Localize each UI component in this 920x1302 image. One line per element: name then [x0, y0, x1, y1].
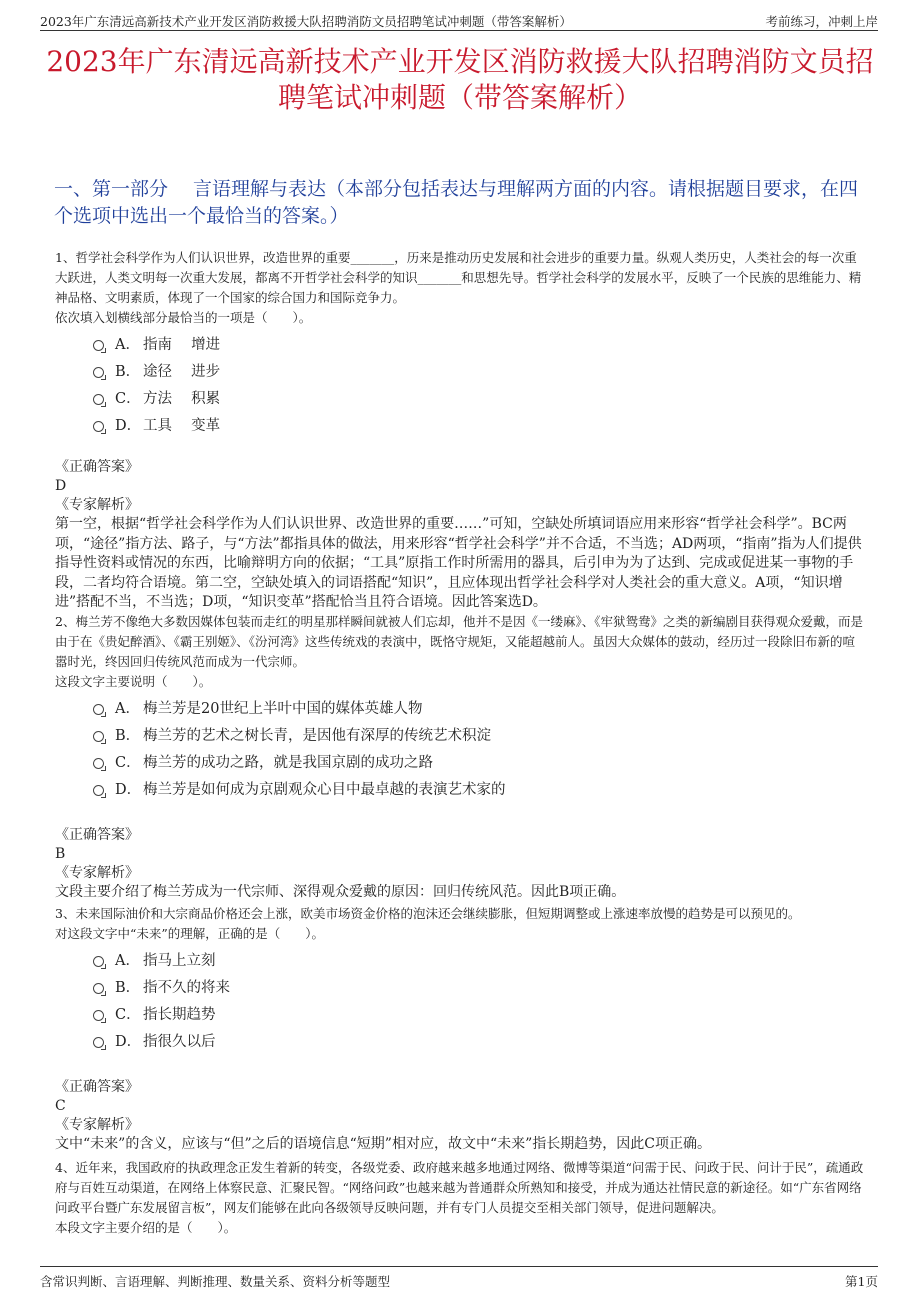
- radio-icon[interactable]: [93, 340, 104, 351]
- answer-label: 《正确答案》: [55, 459, 139, 475]
- option-c[interactable]: [55, 386, 867, 413]
- option-letter: A．: [115, 337, 140, 353]
- option-list: [55, 696, 867, 804]
- radio-icon[interactable]: [93, 1037, 104, 1048]
- question-prompt: 对这段文字中“未来”的理解，正确的是（ ）。: [55, 926, 325, 941]
- option-a[interactable]: [55, 948, 867, 975]
- page-footer: [40, 1266, 878, 1291]
- option-letter: A．: [115, 701, 140, 717]
- question-1: [55, 248, 867, 613]
- answer-value: B: [55, 846, 66, 862]
- option-text: 途径 进步: [143, 364, 221, 380]
- radio-icon[interactable]: [93, 758, 104, 769]
- analysis-label: 《专家解析》: [55, 1117, 139, 1133]
- header-doc-title: 2023年广东清远高新技术产业开发区消防救援大队招聘消防文员招聘笔试冲刺题（带答案解析）: [40, 14, 572, 29]
- answer-label: 《正确答案》: [55, 827, 139, 843]
- question-3: [55, 904, 867, 1155]
- question-4: [55, 1158, 867, 1238]
- option-letter: B．: [115, 728, 141, 744]
- option-letter: D．: [115, 782, 142, 798]
- question-stem: 4、近年来，我国政府的执政理念正发生着新的转变，各级党委、政府越来越多地通过网络、微博等渠道“问需于民、问政于民、问计于民”，疏通政府与百姓互动渠道，在网络上体察民意、汇聚民智。“网络问政”也越来越为普通群众所熟知和接受，并成为通达社情民意的新途径。如“广东省网络问政平台暨广东发展留言板”，网友们能够在此向各级领导反映问题，并有专门人员提交至相关部门领导，促进问题解决。: [55, 1160, 864, 1215]
- option-d[interactable]: [55, 1029, 867, 1056]
- answer-block: [55, 826, 867, 903]
- answer-value: D: [55, 478, 67, 494]
- radio-icon[interactable]: [93, 983, 104, 994]
- question-2: [55, 612, 867, 903]
- option-letter: B．: [115, 364, 141, 380]
- option-text: 梅兰芳的艺术之树长青，是因他有深厚的传统艺术积淀: [143, 728, 491, 744]
- option-d[interactable]: [55, 413, 867, 440]
- option-c[interactable]: [55, 1002, 867, 1029]
- option-letter: C．: [115, 755, 141, 771]
- option-text: 指马上立刻: [143, 953, 216, 969]
- radio-icon[interactable]: [93, 956, 104, 967]
- radio-icon[interactable]: [93, 367, 104, 378]
- answer-value: C: [55, 1098, 66, 1114]
- option-c[interactable]: [55, 750, 867, 777]
- option-letter: C．: [115, 1007, 141, 1023]
- analysis-text: 文中“未来”的含义，应该与“但”之后的语境信息“短期”相对应，故文中“未来”指长期趋势，因此C项正确。: [55, 1136, 711, 1152]
- analysis-label: 《专家解析》: [55, 497, 139, 513]
- answer-label: 《正确答案》: [55, 1079, 139, 1095]
- option-text: 梅兰芳是如何成为京剧观众心目中最卓越的表演艺术家的: [143, 782, 506, 798]
- option-d[interactable]: [55, 777, 867, 804]
- page-header: [40, 10, 878, 31]
- option-text: 方法 积累: [143, 391, 221, 407]
- question-stem: 2、梅兰芳不像绝大多数因媒体包装而走红的明星那样瞬间就被人们忘却，他并不是因《一缕麻》、《牢狱鸳鸯》之类的新编剧目获得观众爱戴，而是由于在《贵妃醉酒》、《霸王别姬》、《汾河湾》这些传统戏的表演中，既恪守规矩，又能超越前人。虽因大众媒体的鼓动，经历过一段除旧布新的喧嚣时光，终因回归传统风范而成为一代宗师。: [55, 614, 863, 669]
- radio-icon[interactable]: [93, 1010, 104, 1021]
- option-text: 工具 变革: [143, 418, 221, 434]
- analysis-text: 文段主要介绍了梅兰芳成为一代宗师、深得观众爱戴的原因：回归传统风范。因此B项正确。: [55, 884, 626, 900]
- option-letter: D．: [115, 418, 142, 434]
- option-text: 指长期趋势: [143, 1007, 216, 1023]
- question-stem: 3、未来国际油价和大宗商品价格还会上涨，欧美市场资金价格的泡沫还会继续膨胀，但短期调整或上涨速率放慢的趋势是可以预见的。: [55, 906, 801, 921]
- page-number: 第1页: [845, 1274, 878, 1289]
- question-prompt: 依次填入划横线部分最恰当的一项是（ ）。: [55, 310, 312, 325]
- option-b[interactable]: [55, 359, 867, 386]
- section-heading: 一、第一部分 言语理解与表达（本部分包括表达与理解两方面的内容。请根据题目要求，在四个选项中选出一个最恰当的答案。）: [54, 178, 859, 227]
- option-letter: B．: [115, 980, 141, 996]
- radio-icon[interactable]: [93, 704, 104, 715]
- radio-icon[interactable]: [93, 731, 104, 742]
- analysis-text: 第一空，根据“哲学社会科学作为人们认识世界、改造世界的重要……”可知，空缺处所填词语应用来形容“哲学社会科学”。BC两项，“途径”指方法、路子，与“方法”都指具体的做法，用来形容“哲学社会科学”并不合适，不当选；AD两项，“指南”指为人们提供指导性资料或情况的东西，比喻辩明方向的依据；“工具”原指工作时所需用的器具，后引申为为了达到、完成或促进某一事物的手段，二者均符合语境。第二空，空缺处填入的词语搭配“知识”，且应体现出哲学社会科学对人类社会的重大意义。A项，“知识增进”搭配不当，不当选；D项，“知识变革”搭配恰当且符合语境。因此答案选D。: [55, 516, 862, 610]
- option-b[interactable]: [55, 975, 867, 1002]
- header-slogan: 考前练习，冲刺上岸: [765, 14, 878, 29]
- answer-block: [55, 458, 867, 613]
- option-text: 指很久以后: [143, 1034, 216, 1050]
- radio-icon[interactable]: [93, 394, 104, 405]
- option-letter: A．: [115, 953, 140, 969]
- radio-icon[interactable]: [93, 785, 104, 796]
- option-letter: D．: [115, 1034, 142, 1050]
- option-text: 梅兰芳是20世纪上半叶中国的媒体英雄人物: [143, 701, 423, 717]
- question-prompt: 本段文字主要介绍的是（ ）。: [55, 1220, 237, 1235]
- answer-block: [55, 1078, 867, 1155]
- option-b[interactable]: [55, 723, 867, 750]
- analysis-label: 《专家解析》: [55, 865, 139, 881]
- option-a[interactable]: [55, 696, 867, 723]
- option-letter: C．: [115, 391, 141, 407]
- option-text: 指南 增进: [143, 337, 221, 353]
- option-list: [55, 332, 867, 440]
- option-text: 梅兰芳的成功之路，就是我国京剧的成功之路: [143, 755, 433, 771]
- radio-icon[interactable]: [93, 421, 104, 432]
- option-a[interactable]: [55, 332, 867, 359]
- question-stem: 1、哲学社会科学作为人们认识世界，改造世界的重要_______，历来是推动历史发展和社会进步的重要力量。纵观人类历史，人类社会的每一次重大跃进，人类文明每一次重大发展，都离不开哲学社会科学的知识_______和思想先导。哲学社会科学的发展水平，反映了一个民族的思维能力、精神品格、文明素质，体现了一个国家的综合国力和国际竞争力。: [55, 250, 862, 305]
- option-list: [55, 948, 867, 1056]
- option-text: 指不久的将来: [143, 980, 230, 996]
- footer-description: 含常识判断、言语理解、判断推理、数量关系、资料分析等题型: [40, 1274, 391, 1289]
- document-title: 2023年广东清远高新技术产业开发区消防救援大队招聘消防文员招聘笔试冲刺题（带答案解析）: [46, 45, 874, 114]
- question-prompt: 这段文字主要说明（ ）。: [55, 674, 212, 689]
